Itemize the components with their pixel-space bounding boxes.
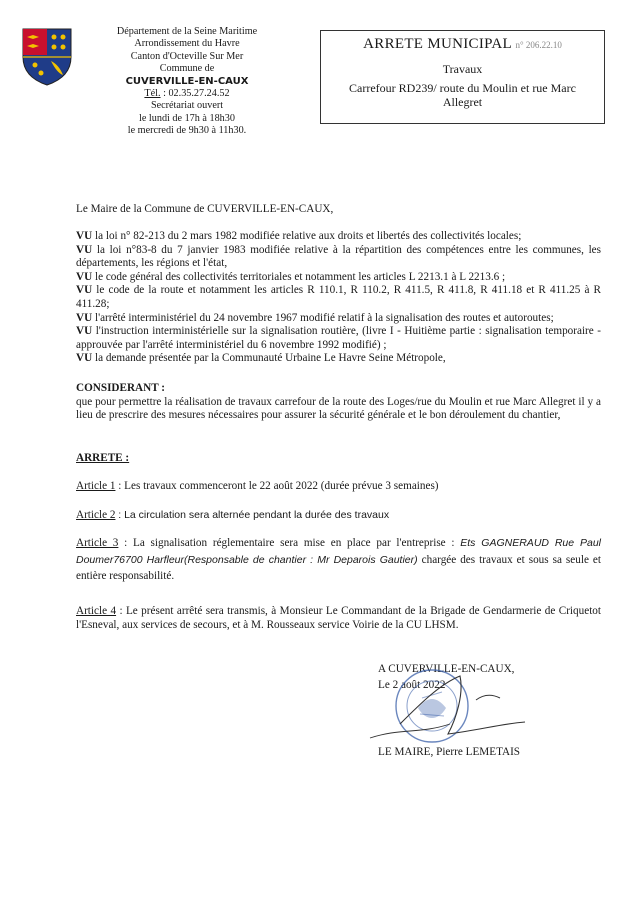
vu-list	[76, 230, 601, 366]
vu-item: VU le code général des collectivités territoriales et notamment les articles L 2213.1 à L 2213.6 ;	[76, 270, 506, 283]
header-line: Canton d'Octeville Sur Mer	[130, 50, 244, 62]
article-1-label: Article 1	[76, 480, 116, 492]
secretariat-line: le lundi de 17h à 18h30	[139, 112, 235, 124]
header-line: Département de la Seine Maritime	[116, 26, 258, 37]
article-2-label: Article 2	[76, 509, 116, 521]
mayor-stamp-and-signature	[360, 664, 530, 750]
article-3-contractor: Ets GAGNERAUD Rue Paul Doumer76700 Harfleur(Responsable de chantier : Mr Deparois Gautier)	[76, 537, 601, 566]
phone-label: Tél.	[144, 88, 161, 100]
signature-place: A CUVERVILLE-EN-CAUX,	[378, 663, 515, 675]
article-4	[76, 605, 601, 632]
commune-name: CUVERVILLE-EN-CAUX	[125, 75, 249, 87]
arrete-subject: Travaux	[442, 62, 483, 76]
vu-item: VU la loi n°83-8 du 7 janvier 1983 modifiée relative à la répartition des compétences entre les communes, les départements, les régions et l'état,	[76, 243, 602, 270]
arrete-section-title: ARRETE :	[76, 452, 130, 464]
article-2-text: : La circulation sera alternée pendant la durée des travaux	[118, 509, 390, 521]
arrete-title: ARRETE MUNICIPAL	[363, 36, 512, 52]
article-4-label: Article 4	[76, 605, 117, 617]
arrete-number: n° 206.22.10	[515, 40, 562, 50]
signature-date: Le 2 août 2022	[378, 679, 446, 691]
article-1	[76, 480, 601, 494]
vu-item: VU la demande présentée par la Communauté Urbaine Le Havre Seine Métropole,	[76, 352, 446, 365]
considerant-section	[76, 382, 601, 423]
article-3	[76, 535, 601, 585]
article-3-text-1: : La signalisation réglementaire sera mise en place par l'entreprise :	[124, 537, 455, 549]
arrete-title-box	[320, 30, 605, 124]
commune-header	[62, 26, 312, 138]
arrete-location: Carrefour RD239/ route du Moulin et rue Marc Allegret	[349, 80, 576, 109]
arrete-heading	[321, 36, 604, 53]
considerant-title: CONSIDERANT :	[76, 382, 165, 394]
article-4-text: : Le présent arrêté sera transmis, à Monsieur Le Commandant de la Brigade de Gendarmerie de Criquetot l'Esneval, aux services de secours, et à M. Rousseaux service Voirie de la CU LHSM.	[76, 605, 602, 631]
article-3-text-2: chargée des travaux et sous sa seule et entière responsabilité.	[76, 553, 601, 582]
secretariat-line: le mercredi de 9h30 à 11h30.	[127, 125, 247, 137]
phone-line	[62, 88, 312, 100]
vu-item: VU l'arrêté interministériel du 24 novembre 1967 modifié relatif à la signalisation des routes et autoroutes;	[76, 311, 554, 324]
vu-item: VU l'instruction interministérielle sur la signalisation routière, (livre I - Huitième partie : signalisation temporaire - approuvée par l'arrêté interministériel du 6 novembre 1992 modifié) ;	[76, 325, 601, 351]
header-line: Commune de	[159, 63, 215, 75]
header-line: Arrondissement du Havre	[134, 38, 240, 50]
vu-item: VU la loi n° 82-213 du 2 mars 1982 modifiée relative aux droits et libertés des collectivités locales;	[76, 230, 522, 242]
vu-item: VU le code de la route et notamment les articles R 110.1, R 110.2, R 411.5, R 411.8, R 411.18 et R 411.25 à R 411.28;	[76, 284, 602, 310]
phone-value: : 02.35.27.24.52	[163, 88, 230, 100]
considerant-text: que pour permettre la réalisation de travaux carrefour de la route des Loges/rue du Moulin et rue Marc Allegret il y a lieu de prescrire des mesures nécessaires pour assurer la sécurité générale et le bon déroulement du chantier,	[76, 395, 601, 422]
intro-text: Le Maire de la Commune de CUVERVILLE-EN-CAUX,	[76, 203, 334, 215]
article-1-text: : Les travaux commenceront le 22 août 2022 (durée prévue 3 semaines)	[118, 480, 439, 492]
signer-name: LE MAIRE, Pierre LEMETAIS	[378, 746, 521, 758]
article-3-label: Article 3	[76, 537, 119, 549]
article-2	[76, 509, 601, 523]
secretariat-line: Secrétariat ouvert	[150, 100, 224, 112]
